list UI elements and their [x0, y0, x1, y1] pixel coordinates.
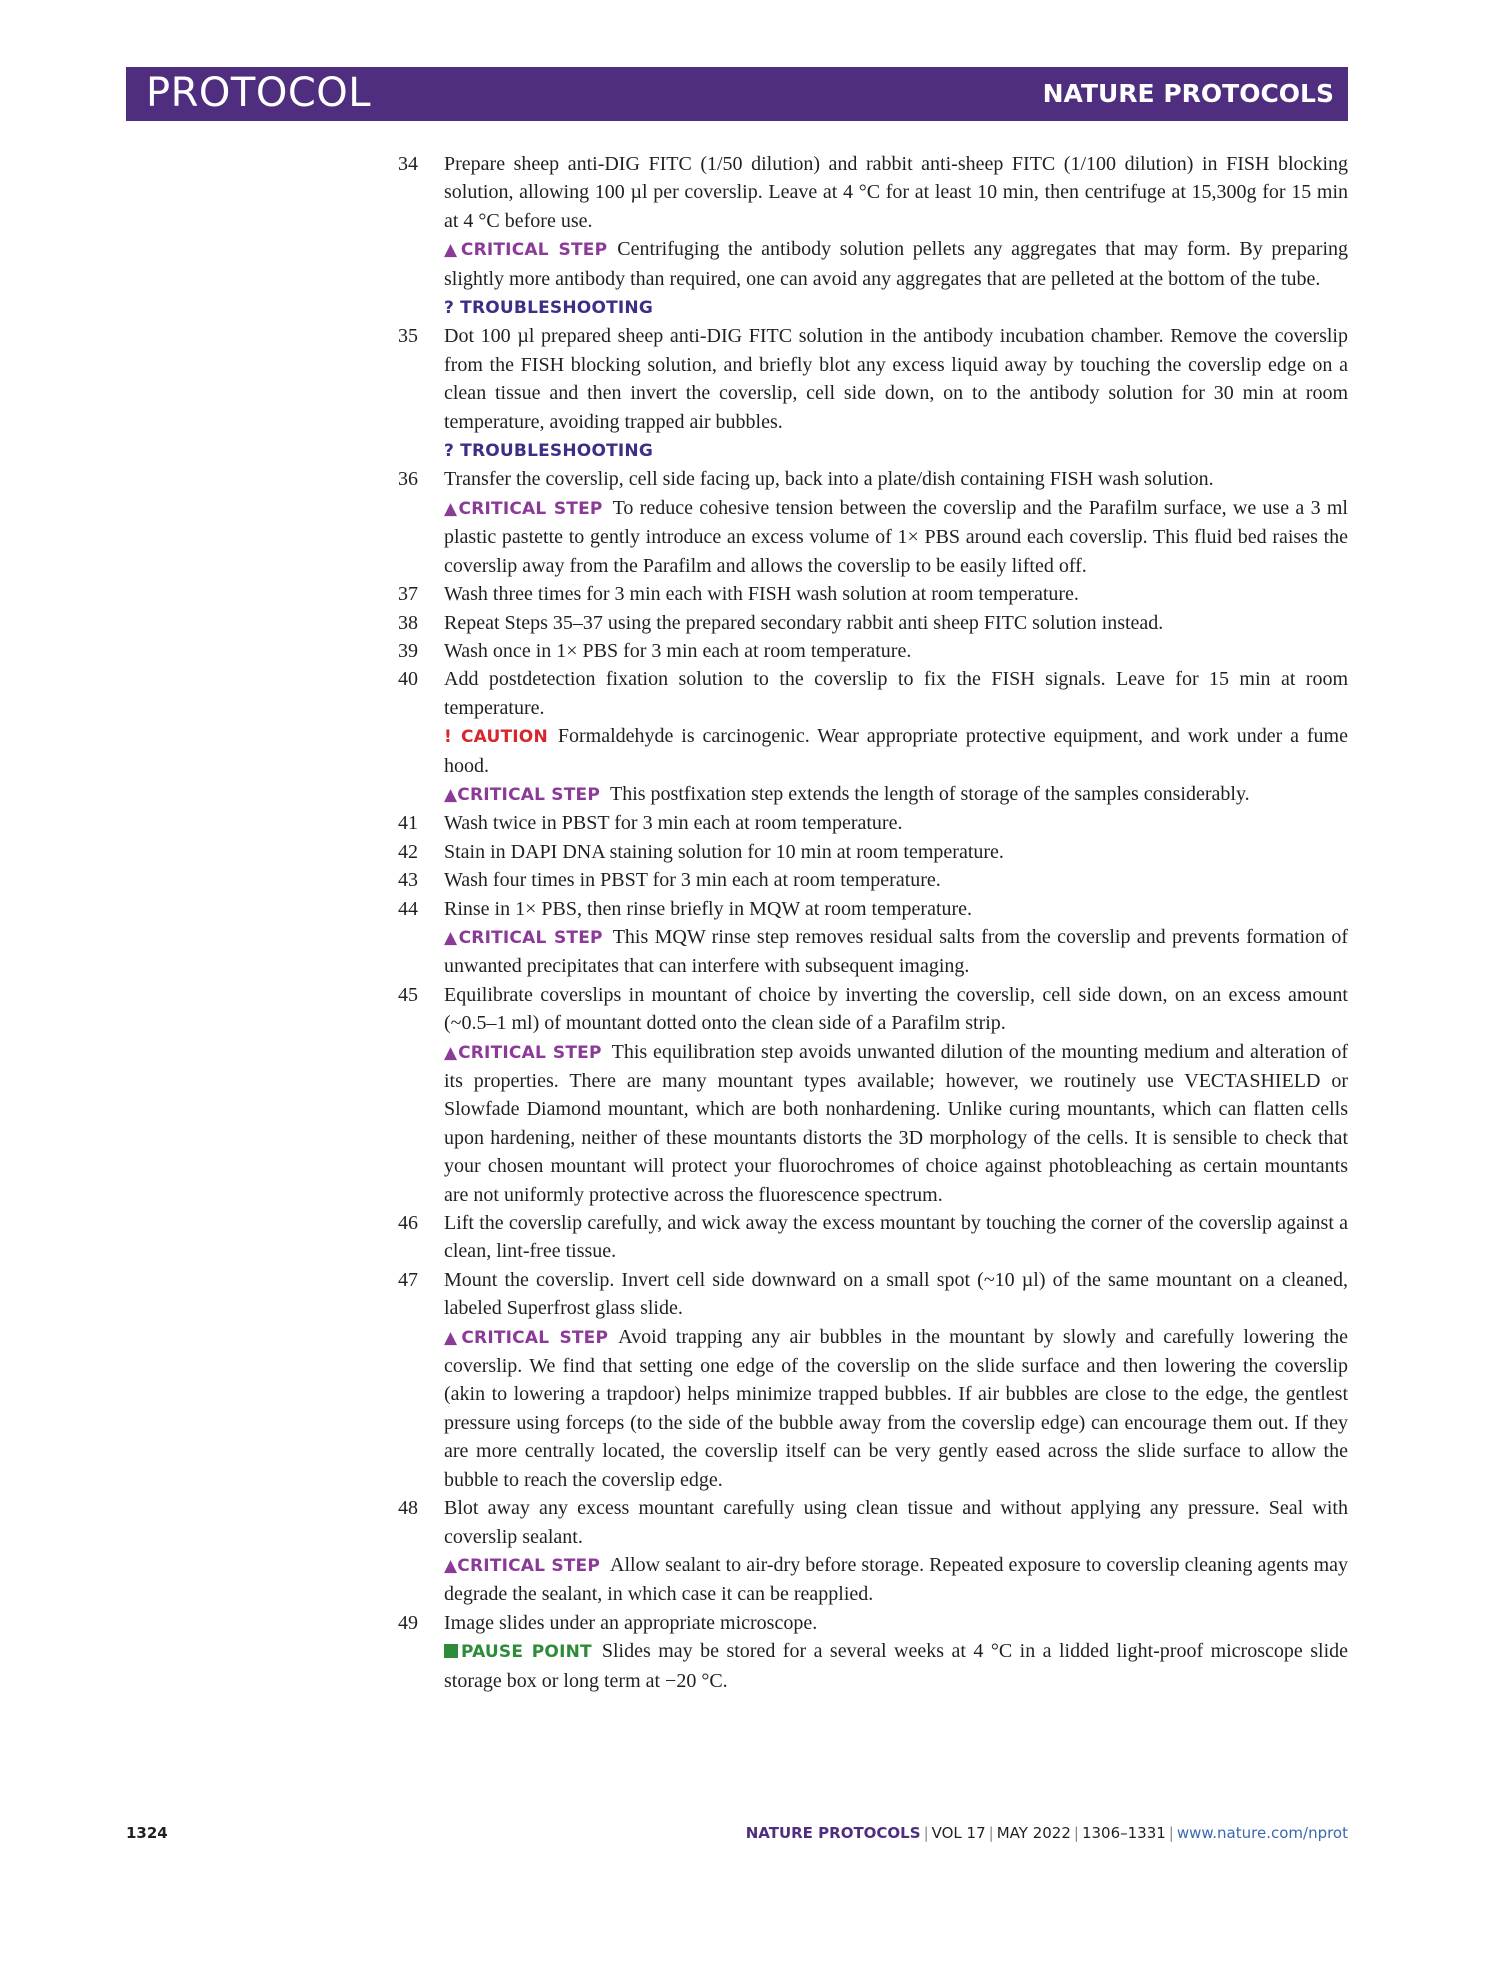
step-41: [398, 809, 1348, 837]
step-49: [398, 1609, 1348, 1637]
step-text: Rinse in 1× PBS, then rinse briefly in MQW at room temperature.: [444, 897, 973, 920]
footer-pages: 1306–1331: [1081, 1824, 1166, 1842]
step-number: 34: [398, 153, 418, 175]
step-number: 36: [398, 468, 418, 491]
step-46: [398, 1209, 1348, 1266]
step-34: [398, 150, 1348, 235]
troubleshooting-label: ? TROUBLESHOOTING: [444, 441, 654, 462]
caution-note: ! CAUTION Formaldehyde is carcinogenic. Wear appropriate protective equipment, and work under a fume hood.: [444, 725, 1348, 777]
step-number: 48: [398, 1497, 418, 1520]
step-text: Repeat Steps 35–37 using the prepared secondary rabbit anti sheep FITC solution instead.: [444, 611, 1164, 634]
critical-step-label: ▲CRITICAL STEP: [444, 927, 603, 948]
critical-step-note: ▲CRITICAL STEP Avoid trapping any air bubbles in the mountant by slowly and carefully lowering the coverslip. We find that setting one edge of the coverslip on the slide surface and then lowering the coverslip (akin to lowering a trapdoor) helps minimize trapped bubbles. If air bubbles are close to the edge, the gentlest pressure using forceps (to the side of the bubble away from the coverslip edge) can encourage them out. If they are more centrally located, the coverslip itself can be very gently eased across the slide surface to allow the bubble to reach the coverslip edge.: [444, 1325, 1349, 1491]
pause-point-label: PAUSE POINT: [461, 1642, 592, 1663]
critical-step-note: ▲CRITICAL STEP Allow sealant to air-dry before storage. Repeated exposure to coverslip cleaning agents may degrade the sealant, in which case it can be reapplied.: [444, 1553, 1349, 1606]
step-text: Add postdetection fixation solution to the coverslip to fix the FISH signals. Leave for 15 min at room temperature.: [444, 668, 1348, 719]
footer-url[interactable]: www.nature.com/nprot: [1176, 1824, 1348, 1842]
step-37: [398, 580, 1348, 608]
step-47: [398, 1266, 1348, 1323]
step-36: [398, 465, 1348, 493]
step-45: [398, 981, 1348, 1038]
critical-step-label: ▲CRITICAL STEP: [444, 498, 603, 519]
step-text: Stain in DAPI DNA staining solution for 10 min at room temperature.: [444, 840, 1004, 863]
step-number: 49: [398, 1611, 418, 1634]
footer-citation: NATURE PROTOCOLS | VOL 17 | MAY 2022 | 1306–1331 | www.nature.com/nprot: [745, 1824, 1348, 1842]
step-number: 38: [398, 611, 418, 634]
step-text: Equilibrate coverslips in mountant of choice by inverting the coverslip, cell side down, on an excess amount (~0.5–1 ml) of mountant dotted onto the clean side of a Parafilm strip.: [444, 983, 1348, 1035]
critical-step-note: ▲CRITICAL STEP Centrifuging the antibody solution pellets any aggregates that may form. By preparing slightly more antibody than required, one can avoid any aggregates that are pelleted at the bottom of the tube.: [444, 238, 1349, 290]
caution-label: ! CAUTION: [444, 727, 548, 748]
step-38: [398, 609, 1348, 637]
step-43: [398, 866, 1348, 894]
footer-journal: NATURE PROTOCOLS: [745, 1824, 921, 1842]
footer-date: MAY 2022: [996, 1824, 1071, 1842]
pause-point-note: PAUSE POINT Slides may be stored for a several weeks at 4 °C in a lidded light-proof microscope slide storage box or long term at −20 °C.: [444, 1640, 1348, 1692]
step-number: 41: [398, 812, 418, 835]
troubleshooting-note: [398, 436, 1348, 465]
protocol-steps: [398, 150, 1348, 1695]
step-text: Lift the coverslip carefully, and wick away the excess mountant by touching the corner of the coverslip against a clean, lint-free tissue.: [444, 1212, 1348, 1263]
step-text: Transfer the coverslip, cell side facing up, back into a plate/dish containing FISH wash solution.: [444, 468, 1214, 491]
critical-step-note: ▲CRITICAL STEP This equilibration step avoids unwanted dilution of the mounting medium and alteration of its properties. There are many mountant types available; however, we routinely use VECTASHIELD or Slowfade Diamond mountant, which are both nonhardening. Unlike curing mountants, which can flatten cells upon hardening, neither of these mountants distorts the 3D morphology of the cells. It is sensible to check that your chosen mountant will protect your fluorochromes of choice against photobleaching as certain mountants are not uniformly protective across the fluorescence spectrum.: [444, 1040, 1348, 1206]
step-number: 35: [398, 325, 418, 348]
troubleshooting-note: [398, 293, 1348, 322]
critical-step-label: ▲CRITICAL STEP: [444, 784, 600, 805]
critical-step-label: ▲CRITICAL STEP: [444, 240, 608, 261]
step-number: 44: [398, 897, 418, 920]
step-44: [398, 895, 1348, 923]
critical-step-note: ▲CRITICAL STEP To reduce cohesive tension between the coverslip and the Parafilm surface, we use a 3 ml plastic pastette to gently introduce an excess volume of 1× PBS around each coverslip. This fluid bed raises the coverslip away from the Parafilm and allows the coverslip to be easily lifted off.: [444, 496, 1348, 577]
pause-square-icon: [444, 1644, 458, 1658]
step-text: Mount the coverslip. Invert cell side downward on a small spot (~10 µl) of the same mountant on a cleaned, labeled Superfrost glass slide.: [444, 1268, 1348, 1320]
step-text: Wash three times for 3 min each with FISH wash solution at room temperature.: [444, 583, 1079, 606]
step-text: Wash once in 1× PBS for 3 min each at room temperature.: [444, 639, 912, 662]
troubleshooting-label: ? TROUBLESHOOTING: [444, 298, 654, 319]
page-number: 1324: [126, 1824, 168, 1842]
step-number: 42: [398, 840, 418, 863]
step-text: Prepare sheep anti-DIG FITC (1/50 dilution) and rabbit anti-sheep FITC (1/100 dilution) in FISH blocking solution, allowing 100 µl per coverslip. Leave at 4 °C for at least 10 min, then centrifuge at 15,300g for 15 min at 4 °C before use.: [444, 153, 1348, 232]
step-number: 39: [398, 639, 418, 662]
step-number: 37: [398, 583, 418, 606]
step-text: Wash four times in PBST for 3 min each at room temperature.: [444, 869, 941, 892]
critical-step-label: ▲CRITICAL STEP: [444, 1042, 602, 1063]
step-text: Wash twice in PBST for 3 min each at room temperature.: [444, 812, 903, 835]
critical-step-label: ▲CRITICAL STEP: [444, 1327, 609, 1348]
step-48: [398, 1494, 1348, 1551]
step-text: Dot 100 µl prepared sheep anti-DIG FITC solution in the antibody incubation chamber. Remove the coverslip from the FISH blocking solution, and briefly blot any excess liquid away by touching the coverslip edge on a clean tissue and then invert the coverslip, cell side down, on to the antibody solution for 30 min at room temperature, avoiding trapped air bubbles.: [444, 325, 1348, 433]
step-40: [398, 665, 1348, 722]
step-number: 40: [398, 668, 418, 691]
step-number: 45: [398, 983, 418, 1006]
journal-title: NATURE PROTOCOLS: [1042, 79, 1334, 108]
footer-volume: VOL 17: [931, 1824, 986, 1842]
step-text: Image slides under an appropriate microscope.: [444, 1611, 818, 1634]
step-42: [398, 838, 1348, 866]
header-bar: [126, 67, 1348, 121]
step-number: 47: [398, 1268, 418, 1291]
step-text: Blot away any excess mountant carefully using clean tissue and without applying any pressure. Seal with coverslip sealant.: [444, 1497, 1348, 1548]
section-title: PROTOCOL: [146, 70, 372, 116]
critical-step-note: ▲CRITICAL STEP This MQW rinse step removes residual salts from the coverslip and prevents formation of unwanted precipitates that can interfere with subsequent imaging.: [444, 925, 1349, 978]
step-number: 43: [398, 869, 418, 892]
critical-step-note: ▲CRITICAL STEP This postfixation step extends the length of storage of the samples considerably.: [444, 782, 1250, 805]
step-39: [398, 637, 1348, 665]
step-35: [398, 322, 1348, 436]
critical-step-label: ▲CRITICAL STEP: [444, 1555, 601, 1576]
step-number: 46: [398, 1212, 418, 1235]
